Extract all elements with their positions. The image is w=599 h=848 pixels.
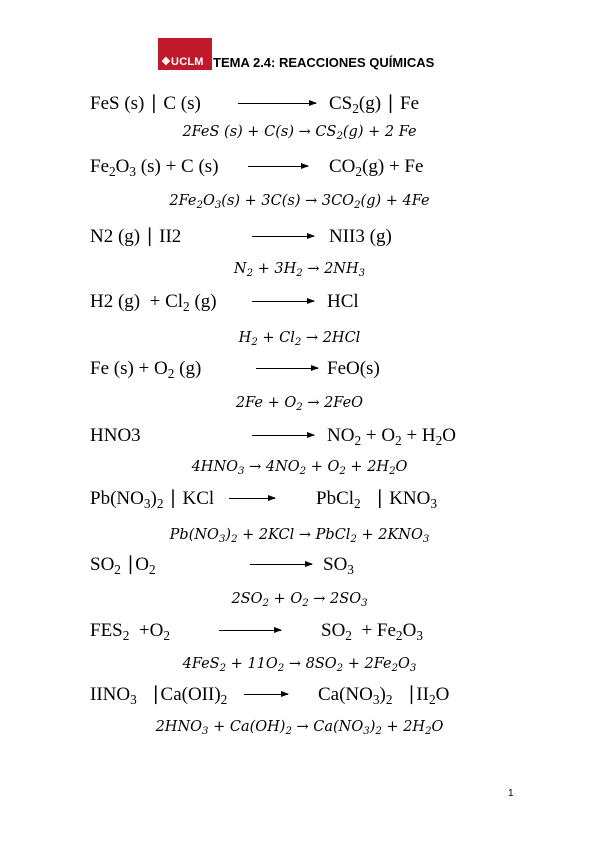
reaction-row	[0, 156, 599, 180]
products: HCl	[327, 291, 359, 312]
products: $CS_2(g)$ ∣ Fe	[329, 93, 420, 116]
balanced-equation: 2FeS $(s) + C(s) \to CS_2(g) + 2$ Fe	[182, 124, 417, 143]
arrow-icon	[252, 301, 314, 302]
reactants: FeS (s) ∣ C (s)	[90, 93, 201, 114]
balanced-equation: $2HNO_3 + Ca(OH)_2 \to Ca(NO_3)_2 + 2H_2O$	[155, 719, 444, 738]
reaction-row	[0, 93, 599, 117]
products: $Ca(NO_3)_2$ $∣II_2O$	[318, 684, 450, 707]
arrow-icon	[248, 166, 308, 167]
reactants: HNO3	[90, 425, 141, 446]
balanced-equation: $4HNO_3 \to 4NO_2 + O_2 + 2H_2O$	[191, 459, 408, 478]
reaction-row	[0, 291, 599, 315]
logo-text: ❖UCLM	[161, 56, 204, 68]
arrow-icon	[256, 368, 318, 369]
arrow-icon	[229, 498, 275, 499]
products: $CO_2(g) + Fe$	[329, 156, 424, 179]
balanced-equation: $2SO_2 + O_2 \to 2SO_3$	[231, 591, 368, 610]
balanced-equation: $H_2 + Cl_2 \to 2HCl$	[238, 330, 361, 349]
arrow-icon	[252, 435, 314, 436]
page-title: TEMA 2.4: REACCIONES QUÍMICAS	[213, 55, 435, 70]
balanced-equation: $2Fe_2O_3(s) + 3C(s) \to 3CO_2(g) + 4Fe$	[169, 193, 430, 212]
products: PbCl$_2$ ∣ $KNO_3$	[316, 488, 438, 511]
reactants: $Fe_2O_3$ (s) + C (s)	[90, 156, 219, 179]
products: FeO(s)	[327, 358, 380, 379]
products: NII3 (g)	[329, 226, 392, 247]
products: $SO_3$	[323, 554, 354, 577]
reaction-row	[0, 425, 599, 449]
uclm-logo	[158, 38, 212, 70]
reactants: $FES_2 +O_2$	[90, 620, 170, 643]
arrow-icon	[219, 630, 281, 631]
arrow-icon	[250, 564, 312, 565]
reaction-row	[0, 554, 599, 578]
arrow-icon	[244, 694, 288, 695]
reactants: $IINO_3$ $∣Ca(OII)_2$	[90, 684, 228, 707]
reactants: H2 $(g) + Cl_2$ (g)	[90, 291, 217, 314]
reaction-row	[0, 226, 599, 250]
reaction-row	[0, 358, 599, 382]
reaction-row	[0, 684, 599, 708]
balanced-equation: $4FeS_2 + 11O_2 \to 8SO_2 + 2Fe_2O_3$	[182, 656, 417, 675]
arrow-icon	[252, 236, 314, 237]
products: $NO_2 + O_2 + H_2O$	[327, 425, 457, 448]
reactants: Fe $(s) + O_2$ (g)	[90, 358, 202, 381]
reaction-row	[0, 620, 599, 644]
reaction-row	[0, 488, 599, 512]
reactants: N2 (g) ∣ II2	[90, 226, 182, 247]
arrow-icon	[238, 103, 316, 104]
page-number: 1	[508, 788, 514, 799]
reactants: $SO_2$ $∣O_2$	[90, 554, 156, 577]
balanced-equation: $2Fe + O_2 \to 2FeO$	[235, 395, 364, 414]
products: $SO_2 + Fe_2O_3$	[321, 620, 423, 643]
balanced-equation: $Pb(NO_3)_2 + 2KCl$ → PbCl$_2$ + $2KNO_3$	[169, 527, 430, 546]
balanced-equation: $N_2 + 3H_2 \to 2NH_3$	[233, 261, 366, 280]
reactants: $Pb(NO_3)_2$ ∣ KCl	[90, 488, 215, 511]
